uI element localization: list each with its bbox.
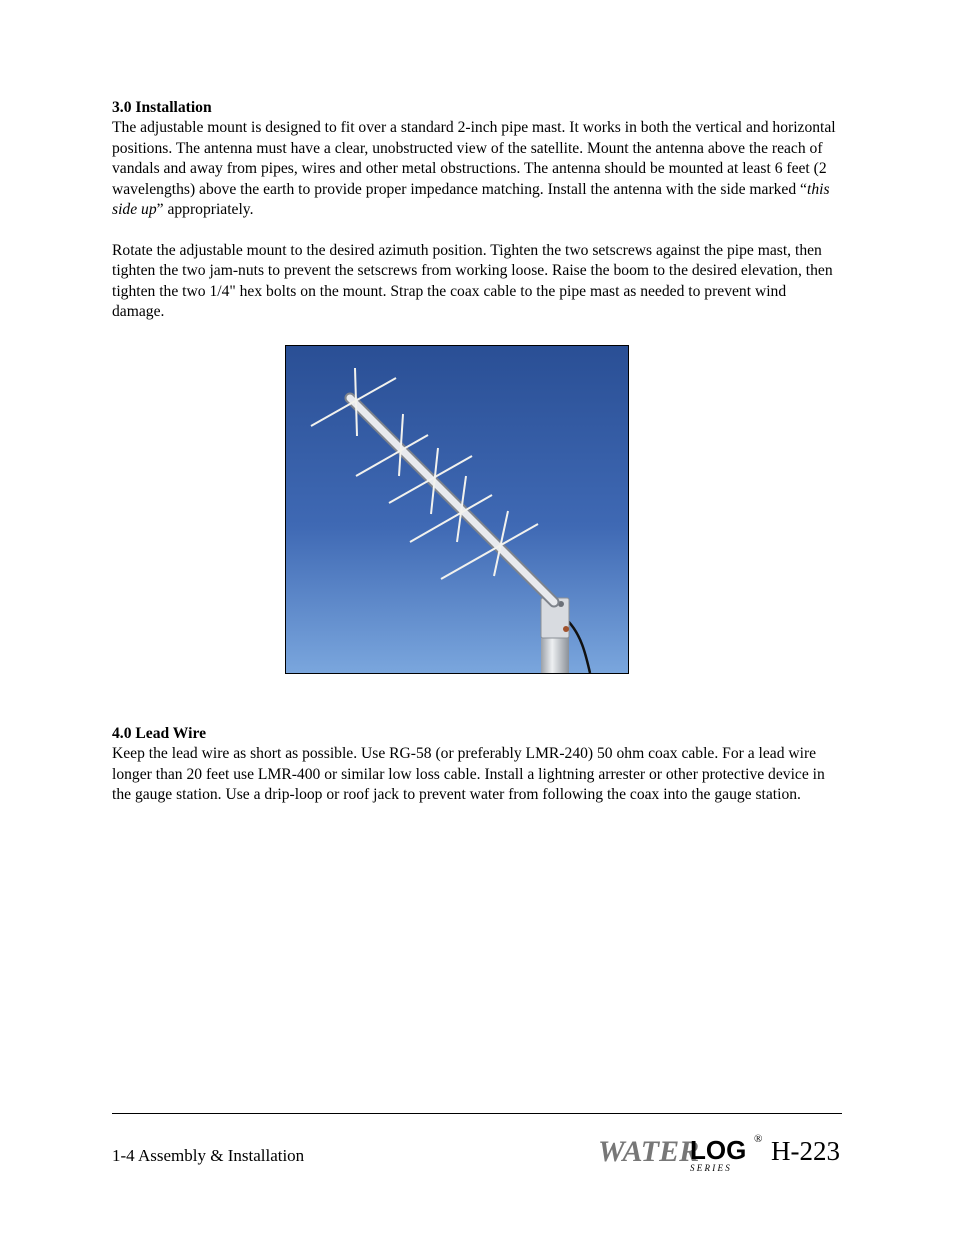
- logo-series-text: S E R I E S: [690, 1163, 730, 1173]
- document-number: H-223: [771, 1136, 840, 1166]
- installation-paragraph-1: The adjustable mount is designed to fit over a standard 2-inch pipe mast. It works in both the vertical and horizontal positions. The antenna must have a clear, unobstructed view of the satellite. Mount the antenna above the reach of vandals and away from pipes, wires and other metal obstructions. The antenna should be mounted at least 6 feet (2 wavelengths) above the earth to provide proper impedance matching. Install the antenna with the side marked “this side up” appropriately.: [112, 119, 836, 219]
- logo-log-text: LOG: [690, 1135, 747, 1165]
- installation-paragraph-2: Rotate the adjustable mount to the desired azimuth position. Tighten the two setscrews against the pipe mast, then tighten the two jam-nuts to prevent the setscrews from working loose. Raise the boom to the desired elevation, then tighten the two 1/4" hex bolts on the mount. Strap the coax cable to the pipe mast as needed to prevent wind damage.: [112, 241, 833, 321]
- antenna-photo: [285, 345, 629, 674]
- logo-water-text: WATER: [598, 1135, 700, 1168]
- lead-wire-section: [112, 724, 842, 806]
- installation-heading: 3.0 Installation: [112, 99, 212, 116]
- installation-section: [112, 98, 842, 322]
- lead-wire-paragraph: Keep the lead wire as short as possible. Use RG-58 (or preferably LMR-240) 50 ohm coax cable. For a lead wire longer than 20 feet use LMR-400 or similar low loss cable. Install a lightning arrester or other protective device in the gauge station. Use a drip-loop or roof jack to prevent water from following the coax into the gauge station.: [112, 745, 825, 804]
- antenna-illustration: [286, 346, 628, 673]
- waterlog-logo: [596, 1129, 768, 1173]
- footer-section-label: 1-4 Assembly & Installation: [112, 1146, 305, 1165]
- logo-registered-mark: ®: [754, 1133, 763, 1145]
- lead-wire-heading: 4.0 Lead Wire: [112, 725, 207, 742]
- side-up-marking: this side up: [112, 180, 830, 219]
- footer-divider: [112, 1113, 842, 1114]
